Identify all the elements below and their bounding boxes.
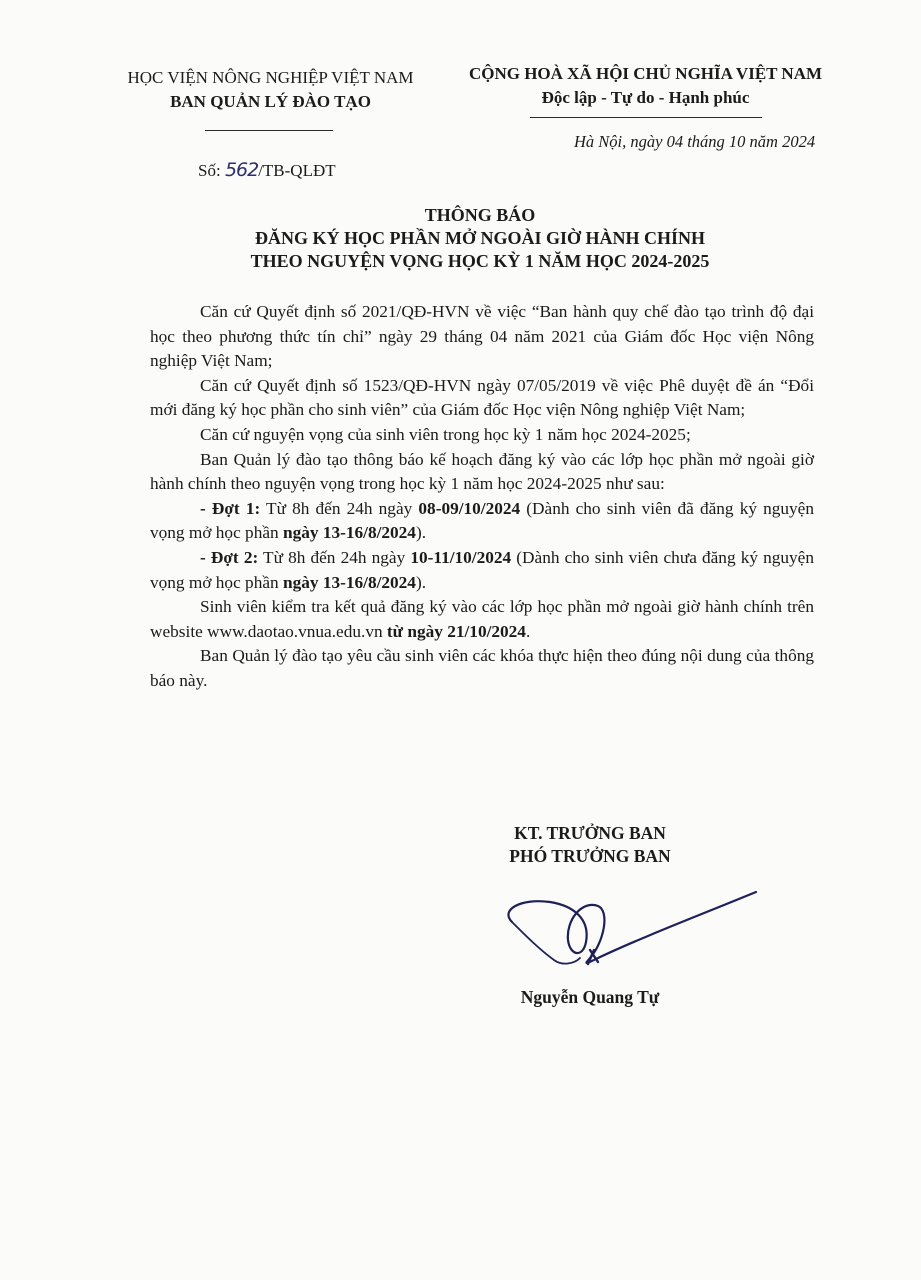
handwritten-signature (490, 880, 770, 980)
closing-paragraph: Ban Quản lý đào tạo yêu cầu sinh viên các khóa thực hiện theo đúng nội dung của thông báo này. (150, 646, 814, 690)
results-text: Sinh viên kiểm tra kết quả đăng ký vào các lớp học phần mở ngoài giờ hành chính trên website www.daotao.vnua.edu.vn (150, 597, 814, 641)
round-1-label: - Đợt 1: (200, 498, 261, 518)
round-2-desc: (Dành cho sinh viên chưa đăng ký nguyện vọng mở học phần (150, 547, 814, 592)
round-1-range: ngày 13-16/8/2024 (282, 523, 416, 543)
national-motto-block (448, 62, 843, 110)
round-2-range: ngày 13-16/8/2024 (282, 572, 416, 592)
issuer-institution: HỌC VIỆN NÔNG NGHIỆP VIỆT NAM (127, 68, 414, 87)
round-1-end: ). (415, 523, 427, 543)
round-2-text: Từ 8h đến 24h ngày (258, 547, 411, 567)
country-name: CỘNG HOÀ XÃ HỘI CHỦ NGHĨA VIỆT NAM (468, 64, 823, 83)
results-end: . (525, 621, 531, 641)
signature-block (470, 822, 710, 868)
round-1-text: Từ 8h đến 24h ngày (260, 498, 419, 518)
round-1-desc: (Dành cho sinh viên đã đăng ký nguyện vọng mở học phần (150, 498, 814, 543)
issuer-underline (205, 130, 333, 131)
signer-name: Nguyễn Quang Tự (520, 987, 660, 1007)
plan-intro-paragraph: Ban Quản lý đào tạo thông báo kế hoạch đăng ký vào các lớp học phần mở ngoài giờ hành chính theo nguyện vọng trong học kỳ 1 năm học 2024-2025 như sau: (150, 449, 814, 494)
results-date: từ ngày 21/10/2024 (386, 621, 526, 641)
document-number-prefix: Số: (198, 161, 221, 180)
round-2-end: ). (415, 572, 427, 592)
signer-title-2: PHÓ TRƯỞNG BAN (509, 846, 671, 866)
issue-date: Hà Nội, ngày 04 tháng 10 năm 2024 (574, 132, 816, 151)
issuer-department: BAN QUẢN LÝ ĐÀO TẠO (170, 92, 371, 111)
notice-title-line1: THÔNG BÁO (424, 205, 536, 225)
document-number (198, 159, 336, 181)
basis-paragraph-3: Căn cứ nguyện vọng của sinh viên trong học kỳ 1 năm học 2024-2025; (200, 424, 691, 444)
results-paragraph (150, 595, 814, 644)
notice-title-line3: THEO NGUYỆN VỌNG HỌC KỲ 1 NĂM HỌC 2024-2025 (250, 251, 710, 271)
motto: Độc lập - Tự do - Hạnh phúc (541, 88, 750, 107)
motto-underline (530, 117, 762, 118)
notice-title (0, 204, 921, 273)
round-1-date: 08-09/10/2024 (418, 498, 521, 518)
round-1-paragraph (150, 497, 814, 546)
round-2-label: - Đợt 2: (200, 547, 259, 567)
notice-body (150, 300, 814, 694)
basis-paragraph-1: Căn cứ Quyết định số 2021/QĐ-HVN về việc “Ban hành quy chế đào tạo trình độ đại học theo phương thức tín chỉ” ngày 29 tháng 04 năm 2021 của Giám đốc Học viện Nông nghiệp Việt Nam; (150, 302, 814, 371)
signer-title-1: KT. TRƯỞNG BAN (514, 823, 666, 843)
document-number-handwritten: 562 (224, 159, 259, 181)
issuer-block (108, 66, 433, 114)
round-2-paragraph (150, 546, 814, 595)
document-number-suffix: /TB-QLĐT (258, 161, 336, 180)
basis-paragraph-2: Căn cứ Quyết định số 1523/QĐ-HVN ngày 07/05/2019 về việc Phê duyệt đề án “Đổi mới đăng ký học phần cho sinh viên” của Giám đốc Học viện Nông nghiệp Việt Nam; (150, 375, 814, 420)
notice-title-line2: ĐĂNG KÝ HỌC PHẦN MỞ NGOÀI GIỜ HÀNH CHÍNH (255, 228, 705, 248)
round-2-date: 10-11/10/2024 (410, 547, 512, 567)
